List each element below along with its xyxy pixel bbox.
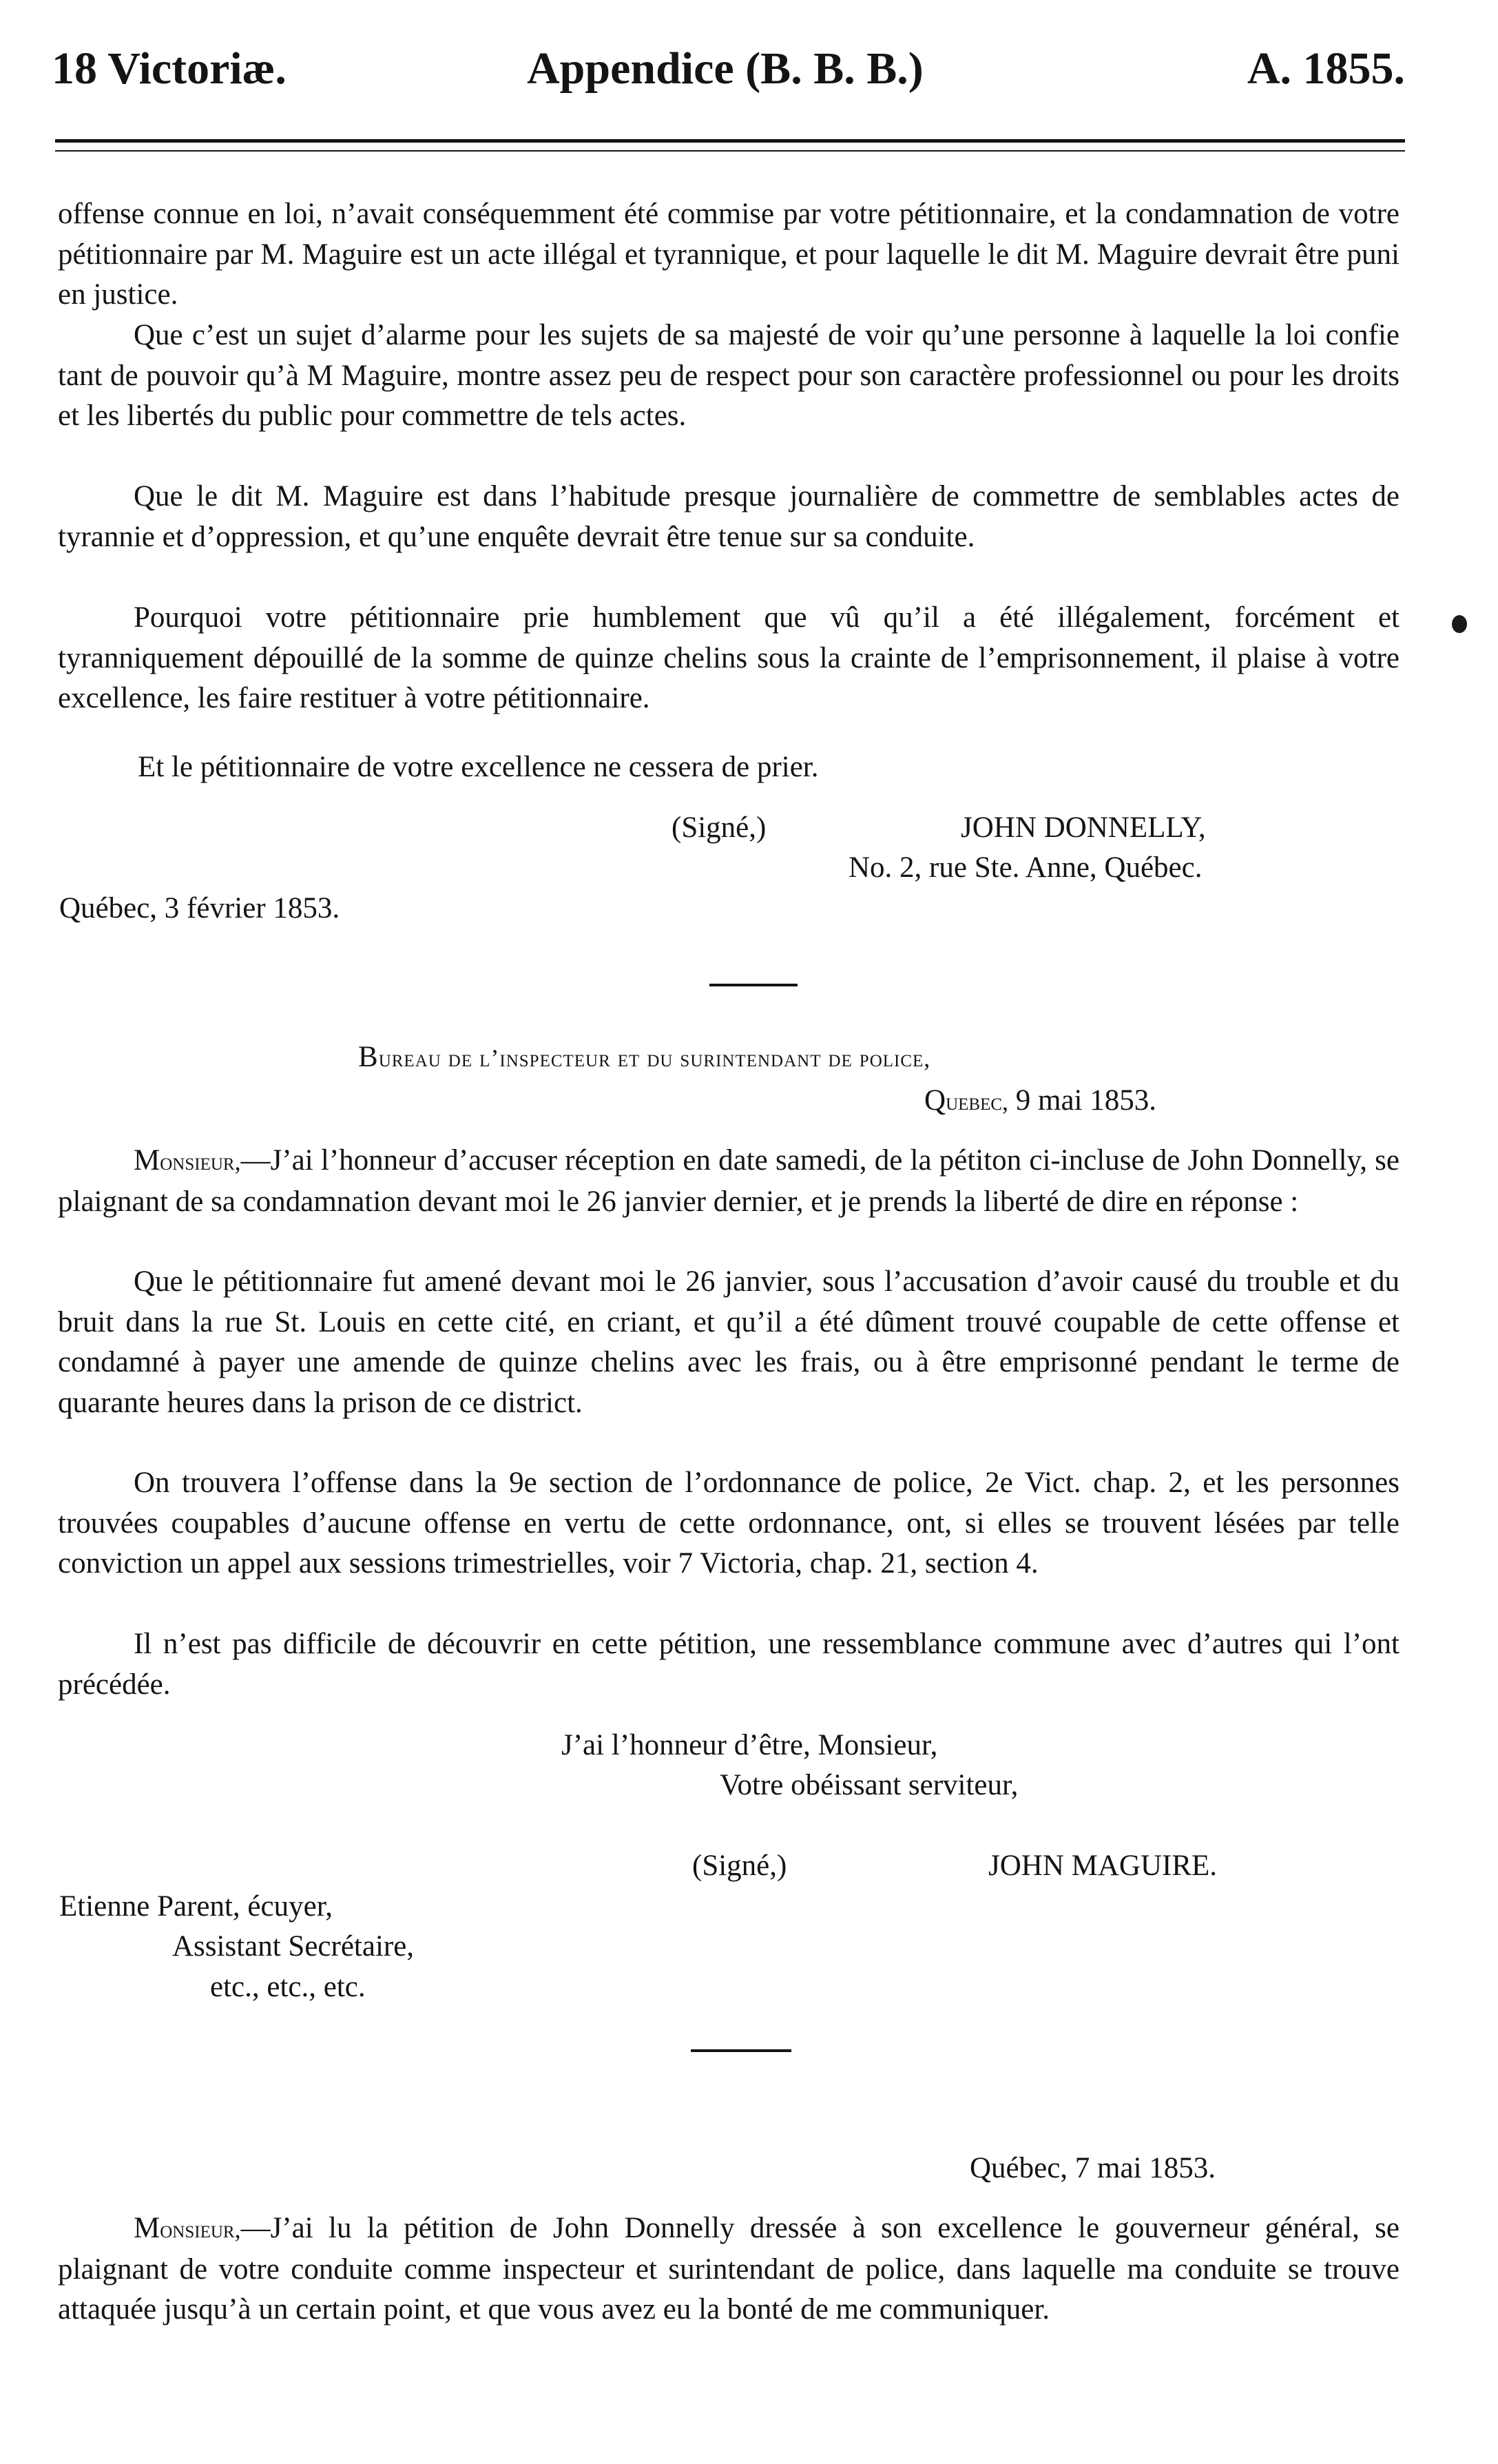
letter2-paragraph-1 — [58, 2208, 1400, 2330]
letter2-paragraph-1-text: —J’ai lu la pétition de John Donnelly dressée à son excellence le gouverneur général, se plaignant de votre conduite comme inspecteur et surintendant de police, dans laquelle ma conduite se trouve attaquée jusqu’à un certain point, et que vous avez eu la bonté de me communiquer. — [58, 2212, 1400, 2326]
letter1-salutation-initial: M — [134, 1144, 160, 1177]
letter1-date: 9 mai 1853. — [1015, 1084, 1156, 1117]
letter1-closing-1: J’ai l’honneur d’être, Monsieur, — [561, 1729, 938, 1761]
section-divider-2 — [691, 2049, 791, 2052]
letter1-place-initial: Q — [924, 1084, 946, 1117]
letter1-office-text: ureau de l’inspecteur et du surintendant de police, — [378, 1044, 931, 1072]
header-session: 18 Victoriæ. — [52, 43, 287, 94]
letter1-place-date — [924, 1081, 1156, 1121]
petition-paragraph-4: Pourquoi votre pétitionnaire prie humblement que vû qu’il a été illégalement, forcément et tyranniquement dépouillé de la somme de quinze chelins sous la crainte de l’emprisonnement, il plaise à votre excellence, les faire restituer à votre pétitionnaire. — [58, 601, 1400, 714]
letter1-office-heading — [358, 1040, 930, 1074]
letter1-place-text: uebec, — [946, 1088, 1009, 1115]
letter2-salutation-text: onsieur, — [160, 2215, 241, 2243]
letter1-addressee-title: Assistant Secrétaire, — [172, 1930, 415, 1963]
letter1-paragraph-1-text: —J’ai l’honneur d’accuser réception en date samedi, de la pétiton ci-incluse de John Donnelly, se plaignant de sa condamnation devant moi le 26 janvier dernier, et je prends la liberté de dire en réponse : — [58, 1144, 1400, 1218]
petition-paragraph-3: Que le dit M. Maguire est dans l’habitude presque journalière de commettre de semblables actes de tyrannie et d’oppression, et qu’une enquête devrait être tenue sur sa conduite. — [58, 480, 1400, 553]
letter2-salutation-initial: M — [134, 2212, 160, 2244]
letter1-office-initial: B — [358, 1041, 379, 1073]
petition-paragraph-2: Que c’est un sujet d’alarme pour les sujets de sa majesté de voir qu’une personne à laquelle la loi confie tant de pouvoir qu’à M Maguire, montre assez peu de respect pour son caractère professionnel ou pour les droits et les libertés du public pour commettre de tels actes. — [58, 319, 1400, 432]
section-divider-1 — [709, 984, 798, 986]
letter1-paragraph-1 — [58, 1141, 1400, 1222]
letter1-addressee-etc: etc., etc., etc. — [210, 1971, 366, 2003]
letter1-closing-2: Votre obéissant serviteur, — [720, 1769, 1019, 1801]
letter1-signer: JOHN MAGUIRE. — [988, 1850, 1218, 1882]
letter1-paragraph-2: Que le pétitionnaire fut amené devant moi le 26 janvier, sous l’accusation d’avoir causé du trouble et du bruit dans la rue St. Louis en cette cité, en criant, et qu’il a été dûment trouvé coupable de cette offense et condamné à payer une amende de quinze chelins avec les frais, ou à être emprisonné pendant le terme de quarante heures dans la prison de ce district. — [58, 1265, 1400, 1419]
header-rule-thick — [55, 139, 1405, 143]
petition-date: Québec, 3 février 1853. — [59, 892, 340, 924]
petition-signe: (Signé,) — [672, 811, 767, 844]
letter2-date: Québec, 7 mai 1853. — [970, 2152, 1216, 2184]
petition-address: No. 2, rue Ste. Anne, Québec. — [849, 851, 1203, 884]
letter1-addressee-name: Etienne Parent, écuyer, — [59, 1890, 333, 1923]
header-year: A. 1855. — [1247, 43, 1405, 94]
running-header — [52, 43, 1405, 105]
letter1-salutation-text: onsieur, — [160, 1148, 241, 1175]
letter1-paragraph-3: On trouvera l’offense dans la 9e section de l’ordonnance de police, 2e Vict. chap. 2, et les personnes trouvées coupables d’aucune offense en vertu de cette ordonnance, ont, si elles se trouvent lésées par telle conviction un appel aux sessions trimestrielles, voir 7 Victoria, chap. 21, section 4. — [58, 1467, 1400, 1580]
petition-paragraph-5: Et le pétitionnaire de votre excellence ne cessera de prier. — [138, 751, 819, 783]
letter1-signe: (Signé,) — [692, 1850, 787, 1882]
header-appendix: Appendice (B. B. B.) — [527, 43, 924, 94]
petition-paragraph-1: offense connue en loi, n’avait conséquemment été commise par votre pétitionnaire, et la condamnation de votre pétitionnaire par M. Maguire est un acte illégal et tyrannique, et pour laquelle le dit M. Maguire devrait être puni en justice. — [58, 198, 1400, 311]
petition-signer: JOHN DONNELLY, — [961, 811, 1206, 844]
letter1-paragraph-4: Il n’est pas difficile de découvrir en cette pétition, une ressemblance commune avec d’autres qui l’ont précédée. — [58, 1628, 1400, 1701]
header-rule-thin — [55, 150, 1405, 152]
ink-dot-mark — [1452, 615, 1467, 633]
